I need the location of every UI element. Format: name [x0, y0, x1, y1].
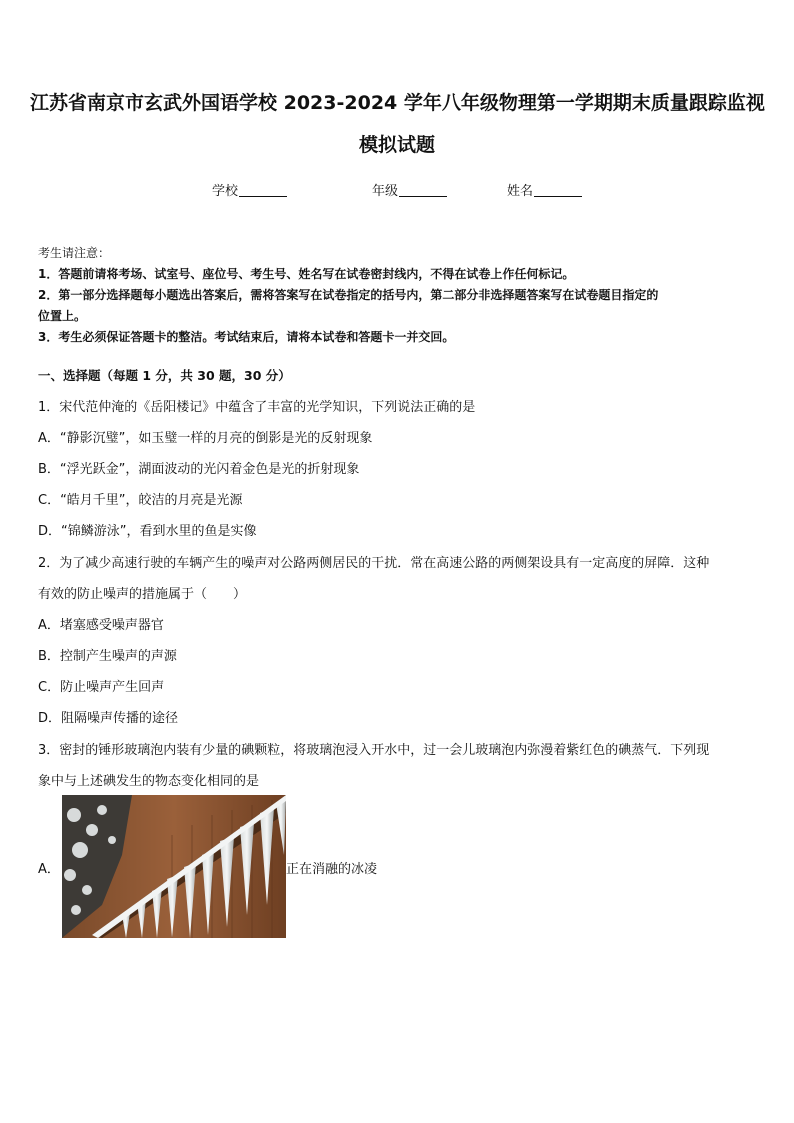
question-2-stem: 有效的防止噪声的措施属于（ ） — [38, 587, 247, 602]
question-1-option-a[interactable]: A．“静影沉璧”，如玉璧一样的月亮的倒影是光的反射现象 — [38, 431, 373, 446]
question-3-stem: 象中与上述碘发生的物态变化相同的是 — [38, 774, 260, 789]
question-3-option-a[interactable] — [38, 795, 438, 938]
name-field[interactable] — [507, 180, 582, 199]
icicle-photo — [62, 795, 286, 938]
notice-item: 1．答题前请将考场、试室号、座位号、考生号、姓名写在试卷密封线内，不得在试卷上作任何标记。 — [38, 267, 575, 281]
question-1-stem: 1．宋代范仲淹的《岳阳楼记》中蕴含了丰富的光学知识，下列说法正确的是 — [38, 400, 476, 415]
question-2-option-c[interactable]: C．防止噪声产生回声 — [38, 680, 165, 695]
section-title: 一、选择题（每题 1 分，共 30 题，30 分） — [38, 368, 291, 383]
question-2-option-b[interactable]: B．控制产生噪声的声源 — [38, 649, 177, 664]
question-1-option-d[interactable]: D．“锦鳞游泳”，看到水里的鱼是实像 — [38, 524, 257, 539]
question-3-stem: 3．密封的锤形玻璃泡内装有少量的碘颗粒，将玻璃泡浸入开水中，过一会儿玻璃泡内弥漫着紫红色的碘蒸气．下列现 — [38, 743, 710, 758]
exam-title-line1: 江苏省南京市玄武外国语学校 2023-2024 学年八年级物理第一学期期末质量跟踪监视 — [30, 92, 765, 114]
question-2-stem: 2．为了减少高速行驶的车辆产生的噪声对公路两侧居民的干扰．常在高速公路的两侧架设具有一定高度的屏障．这种 — [38, 556, 710, 571]
grade-field[interactable] — [372, 180, 447, 199]
grade-blank[interactable] — [399, 182, 447, 197]
option-a-label: A． — [38, 862, 60, 877]
notice-item: 2．第一部分选择题每小题选出答案后，需将答案写在试卷指定的括号内，第二部分非选择题答案写在试卷题目指定的 — [38, 288, 659, 302]
question-1-option-b[interactable]: B．“浮光跃金”，湖面波动的光闪着金色是光的折射现象 — [38, 462, 360, 477]
question-2-option-d[interactable]: D．阻隔噪声传播的途径 — [38, 711, 179, 726]
notice-item: 位置上。 — [38, 309, 87, 323]
notice-heading: 考生请注意： — [38, 246, 111, 260]
name-label: 姓名 — [507, 184, 534, 199]
school-field[interactable] — [212, 180, 287, 199]
school-blank[interactable] — [239, 182, 287, 197]
school-label: 学校 — [212, 184, 239, 199]
question-2-option-a[interactable]: A．堵塞感受噪声器官 — [38, 618, 164, 633]
exam-title-line2: 模拟试题 — [358, 134, 435, 156]
exam-notice — [38, 243, 762, 348]
option-a-caption: 正在消融的冰凌 — [286, 862, 378, 877]
notice-item: 3．考生必须保证答题卡的整洁。考试结束后，请将本试卷和答题卡一并交回。 — [38, 330, 455, 344]
grade-label: 年级 — [372, 184, 399, 199]
name-blank[interactable] — [534, 182, 582, 197]
icicle-illustration — [62, 795, 286, 938]
question-1-option-c[interactable]: C．“皓月千里”，皎洁的月亮是光源 — [38, 493, 243, 508]
